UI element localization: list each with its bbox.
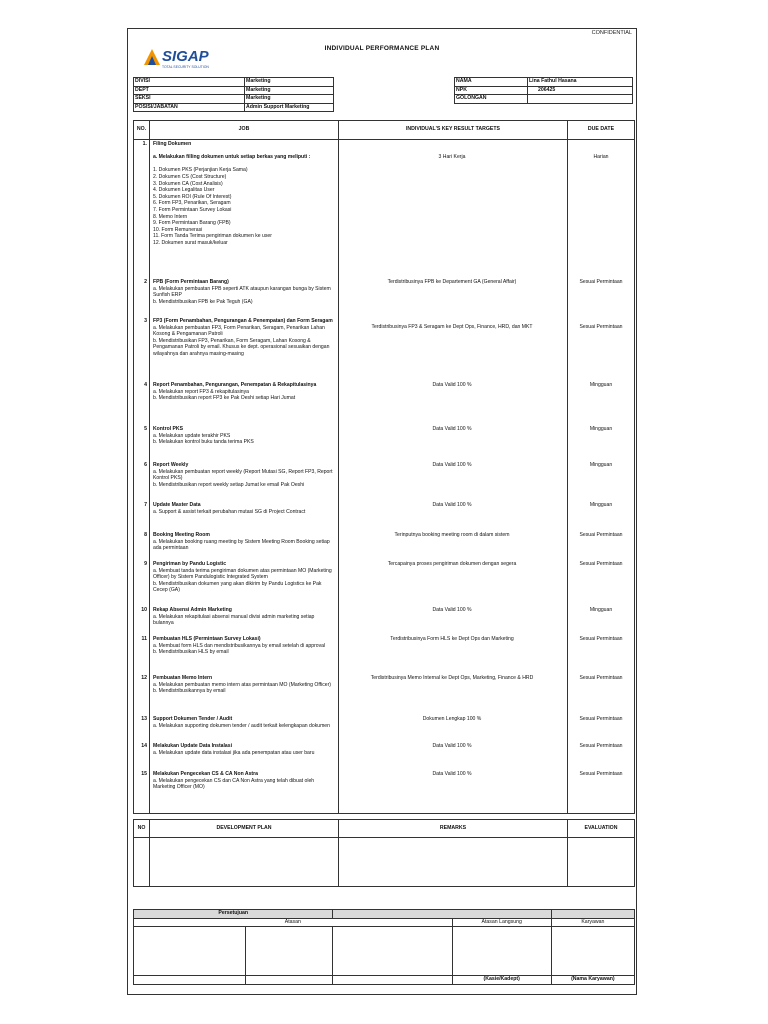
job-item-text: [153, 532, 335, 552]
job-item-text: [153, 141, 335, 247]
info-row: [134, 78, 334, 87]
job-item-line: 11. Form Tanda Terima pengiriman dokumen ke user: [153, 233, 272, 240]
job-item-due-date: Mingguan: [589, 382, 613, 388]
job-item-text: [153, 382, 335, 402]
dev-body-row: [134, 838, 635, 887]
job-item-text: [153, 462, 335, 488]
job-item-line: 2. Dokumen CS (Cost Structure): [153, 173, 227, 180]
signature-cell: [134, 927, 246, 976]
name-cell: [333, 976, 452, 985]
job-item-line: a. Membuat form HLS dan mendistribusikannya by email setelah di approval: [153, 642, 326, 649]
job-item-number: 12: [141, 675, 147, 681]
logo-text: SIGAP: [162, 48, 209, 65]
dev-header-remarks: REMARKS: [339, 820, 568, 838]
dev-cell: [150, 838, 339, 887]
job-item-title: Melakukan Pengecekan CS & CA Non Astra: [153, 771, 258, 777]
job-item-number: 2: [144, 279, 147, 285]
info-value: Admin Support Marketing: [245, 103, 334, 112]
job-item-line: b. Mendistribusikan dokumen yang akan dikirim by Pandu Logistics ke Pak Cecep (GA): [153, 580, 322, 594]
job-item-text: [153, 771, 335, 791]
job-item-number: 14: [141, 743, 147, 749]
job-item-title: Support Dokumen Tender / Audit: [153, 716, 233, 722]
job-item-key-result: Terdistribusinya Form HLS ke Dept Ops dan Marketing: [390, 636, 514, 642]
job-item-due-date: Mingguan: [589, 607, 613, 613]
job-item-text: [153, 279, 335, 305]
info-label: DIVISI: [134, 78, 245, 87]
job-item-text: [153, 426, 335, 446]
job-item-text: [153, 502, 335, 515]
job-item-line: 8. Memo Intern: [153, 213, 188, 220]
dev-cell: [134, 838, 150, 887]
job-item-line: a. Melakukan update data instalasi jika ada penempatan atau user baru: [153, 749, 315, 756]
approval-gray-cell: [551, 910, 634, 919]
job-item-number: 6: [144, 462, 147, 468]
job-item-due-date: Harian: [593, 154, 609, 160]
job-item-line: a. Melakukan supporting dokumen tender / audit terkait kelengkapan dokumen: [153, 722, 330, 729]
job-item-key-result: Data Valid 100 %: [432, 382, 472, 388]
job-item-line: 9. Form Permintaan Barang (FPB): [153, 220, 231, 227]
job-item-line: b. Mendistribusikan HLS by email: [153, 649, 229, 656]
job-item-title: Report Penambahan, Pengurangan, Penempatan & Rekapitulasinya: [153, 382, 317, 388]
header-job: JOB: [150, 121, 339, 140]
info-table-left: [133, 77, 334, 112]
job-item-due-date: Mingguan: [589, 502, 613, 508]
header-key-result: INDIVIDUAL'S KEY RESULT TARGETS: [339, 121, 568, 140]
info-value: Marketing: [245, 95, 334, 104]
signature-cell: [245, 927, 333, 976]
approval-atasan-langsung: Atasan Langsung: [452, 918, 551, 927]
job-item-text: [153, 636, 335, 656]
job-item-number: 15: [141, 771, 147, 777]
approval-header-row: [134, 910, 635, 919]
job-items-area: [133, 139, 635, 813]
info-label: NPK: [455, 86, 528, 95]
header-no: NO.: [134, 121, 150, 140]
job-item-line: b. Mendistribusikan report FP3 ke Pak Oeshi setiap Hari Jumat: [153, 395, 296, 402]
info-label: DEPT: [134, 86, 245, 95]
job-item-title: Update Master Data: [153, 502, 201, 508]
approval-signature-row: [134, 927, 635, 976]
job-item-title: FP3 (Form Penambahan, Pengurangan & Penempatan) dan Form Seragam: [153, 318, 333, 324]
job-item-title: Pembuatan Memo Intern: [153, 675, 213, 681]
logo-tagline: TOTAL SECURITY SOLUTION: [162, 65, 209, 69]
job-item-due-date: Sesuai Permintaan: [579, 743, 623, 749]
approval-atasan: Atasan: [134, 918, 453, 927]
job-item-title: Pembuatan HLS (Permintaan Survey Lokasi): [153, 636, 261, 642]
dev-cell: [339, 838, 568, 887]
job-item-key-result: Terdistribusinya FPB ke Departement GA (General Affair): [387, 279, 517, 285]
job-item-line: b. Mendistribusikan FPB ke Pak Teguh (GA): [153, 298, 253, 305]
job-item-due-date: Mingguan: [589, 426, 613, 432]
job-item-due-date: Sesuai Permintaan: [579, 771, 623, 777]
job-item-line: a. Melakukan pembuatan FPB seperti ATK ataupun karangan bunga by Sistem Sunfish ERP: [153, 285, 331, 299]
job-item-line: a. Membuat tanda terima pengiriman dokumen atas permintaan MO (Marketing Officer) by Sistem Pandulogistic Integrated System: [153, 567, 332, 581]
info-row: [455, 95, 633, 104]
info-table-right: [454, 77, 633, 104]
info-row: [134, 86, 334, 95]
approval-role-row: [134, 918, 635, 927]
job-item-line: b. Mendistribusikan FP3, Penarikan, Form Seragam, Lahan Kosong & Pengamanan Patroli by email. Khusus ke dept. operasional sesuaikan dengan wilayahnya dan arahnya masing-masing: [153, 337, 330, 357]
job-item-line: [153, 148, 335, 155]
confidential-label: CONFIDENTIAL: [591, 30, 632, 36]
job-item-key-result: Data Valid 100 %: [432, 771, 472, 777]
job-item-line: a. Melakukan pengecekan CS dan CA Non Astra yang telah dibuat oleh Marketing Officer (MO): [153, 777, 315, 791]
job-item-number: 7: [144, 502, 147, 508]
job-item-number: 5: [144, 426, 147, 432]
job-item-key-result: Dokumen Lengkap 100 %: [422, 716, 482, 722]
job-item-number: 10: [141, 607, 147, 613]
approval-names-row: [134, 976, 635, 985]
job-item-line: b. Mendistribusikannya by email: [153, 688, 226, 695]
job-item-line: [153, 161, 335, 168]
job-item-number: 3: [144, 318, 147, 324]
info-label: POSISI/JABATAN: [134, 103, 245, 112]
job-item-due-date: Sesuai Permintaan: [579, 716, 623, 722]
development-plan-table: [133, 819, 635, 887]
job-item-title: Melakukan Update Data Instalasi: [153, 743, 232, 749]
info-value: Marketing: [245, 86, 334, 95]
job-item-line: 10. Form Remunerasi: [153, 226, 203, 233]
job-item-key-result: Terdistribusinya FP3 & Seragam ke Dept Ops, Finance, HRD, dan MKT: [371, 324, 533, 330]
job-item-number: 11: [141, 636, 147, 642]
job-item-title: FPB (Form Permintaan Barang): [153, 279, 229, 285]
approval-kasie: (Kasie/Kadept): [452, 976, 551, 985]
approval-karyawan: Karyawan: [551, 918, 634, 927]
job-item-due-date: Sesuai Permintaan: [579, 532, 623, 538]
info-value: Marketing: [245, 78, 334, 87]
info-value: Lina Fathul Hasana: [528, 78, 633, 87]
info-label: NAMA: [455, 78, 528, 87]
job-item-key-result: Data Valid 100 %: [432, 462, 472, 468]
info-row: [455, 86, 633, 95]
dev-header-row: [134, 820, 635, 838]
job-item-line: a. Melakukan pembuatan FP3, Form Penarikan, Seragam, Penarikan Lahan Kosong & Pengamanan Patroli: [153, 324, 325, 338]
job-item-line: 7. Form Permintaan Survey Lokasi: [153, 206, 232, 213]
dev-header-plan: DEVELOPMENT PLAN: [150, 820, 339, 838]
job-item-text: [153, 607, 335, 627]
job-item-title: Kontrol PKS: [153, 426, 183, 432]
info-value: 206425: [528, 86, 633, 95]
job-item-title: Filing Dokumen: [153, 141, 192, 147]
job-item-number: 4: [144, 382, 147, 388]
info-row: [134, 95, 334, 104]
job-item-title: Report Weekly: [153, 462, 189, 468]
job-item-line: 1. Dokumen PKS (Perjanjian Kerja Sama): [153, 167, 248, 174]
signature-cell: [333, 927, 452, 976]
job-item-line: 12. Dokumen surat masuk/keluar: [153, 239, 228, 246]
job-item-due-date: Sesuai Permintaan: [579, 561, 623, 567]
job-item-key-result: Data Valid 100 %: [432, 743, 472, 749]
info-row: [455, 78, 633, 87]
job-item-due-date: Sesuai Permintaan: [579, 636, 623, 642]
approval-persetujuan: Persetujuan: [134, 910, 333, 919]
job-item-text: [153, 561, 335, 594]
job-item-line: a. Melakukan pembuatan report weekly (Report Mutasi SG, Report FP3, Report Kontrol PKS): [153, 468, 333, 482]
job-item-due-date: Sesuai Permintaan: [579, 279, 623, 285]
name-cell: [245, 976, 333, 985]
job-item-text: [153, 716, 335, 729]
job-item-line: a. Support & assist terkait perubahan mutasi SG di Project Contract: [153, 508, 306, 515]
info-label: GOLONGAN: [455, 95, 528, 104]
job-item-line: b. Melakukan kontrol buku tanda terima PKS: [153, 439, 254, 446]
job-item-title: Booking Meeting Room: [153, 532, 210, 538]
job-item-line: 4. Dokumen Legalitas User: [153, 187, 215, 194]
job-item-line: 3. Dokumen CA (Cost Analisis): [153, 180, 223, 187]
job-item-key-result: Terdistribusinya Memo Internal ke Dept Ops, Marketing, Finance & HRD: [370, 675, 534, 681]
header-due-date: DUE DATE: [568, 121, 635, 140]
name-cell: [134, 976, 246, 985]
document-page: [127, 28, 637, 995]
approval-nama-karyawan: (Nama Karyawan): [551, 976, 634, 985]
job-item-line: a. Melakukan pembuatan memo intern atas permintaan MO (Marketing Officer): [153, 681, 331, 688]
job-item-key-result: Data Valid 100 %: [432, 426, 472, 432]
info-value: [528, 95, 633, 104]
job-item-key-result: Tercapainya proses pengiriman dokumen dengan segera: [387, 561, 517, 567]
job-item-number: 8: [144, 532, 147, 538]
approval-gray-cell: [333, 910, 551, 919]
job-item-key-result: Data Valid 100 %: [432, 502, 472, 508]
job-item-number: 1.: [142, 141, 147, 147]
document-title: INDIVIDUAL PERFORMANCE PLAN: [324, 45, 440, 52]
job-item-text: [153, 318, 335, 358]
job-item-due-date: Mingguan: [589, 462, 613, 468]
job-item-line: a. Melakukan filling dokumen untuk setiap berkas yang meliputi :: [153, 154, 311, 161]
job-item-key-result: Data Valid 100 %: [432, 607, 472, 613]
signature-cell: [551, 927, 634, 976]
info-label: SEKSI: [134, 95, 245, 104]
job-item-key-result: 3 Hari Kerja: [438, 154, 466, 160]
job-item-title: Pengiriman by Pandu Logistic: [153, 561, 227, 567]
job-item-due-date: Sesuai Permintaan: [579, 675, 623, 681]
job-item-text: [153, 675, 335, 695]
job-item-line: a. Melakukan rekapitulasi absensi manual divisi admin marketing setiap bulannya: [153, 613, 315, 627]
job-item-line: 5. Dokumen ROI (Rule Of Interest): [153, 193, 232, 200]
job-item-text: [153, 743, 335, 756]
dev-cell: [568, 838, 635, 887]
job-item-due-date: Sesuai Permintaan: [579, 324, 623, 330]
dev-header-evaluation: EVALUATION: [568, 820, 635, 838]
job-item-line: 6. Form FP3, Penarikan, Seragam: [153, 200, 231, 207]
dev-header-no: NO: [134, 820, 150, 838]
job-item-title: Rekap Absensi Admin Marketing: [153, 607, 232, 613]
job-item-key-result: Terinputnya booking meeting room di dalam sistem: [394, 532, 510, 538]
job-item-line: a. Melakukan report FP3 & rekapitulasinya: [153, 388, 249, 395]
approval-table: [133, 909, 635, 985]
job-item-number: 9: [144, 561, 147, 567]
job-item-line: a. Melakukan update terakhir PKS: [153, 432, 231, 439]
performance-header-row: [134, 121, 635, 140]
job-item-number: 13: [141, 716, 147, 722]
job-item-line: b. Mendistribusikan report weekly setiap Jumat ke email Pak Oeshi: [153, 481, 305, 488]
job-item-line: a. Melakukan booking ruang meeting by Sistem Meeting Room Booking setiap ada permintaan: [153, 538, 330, 552]
signature-cell: [452, 927, 551, 976]
info-row: [134, 103, 334, 112]
